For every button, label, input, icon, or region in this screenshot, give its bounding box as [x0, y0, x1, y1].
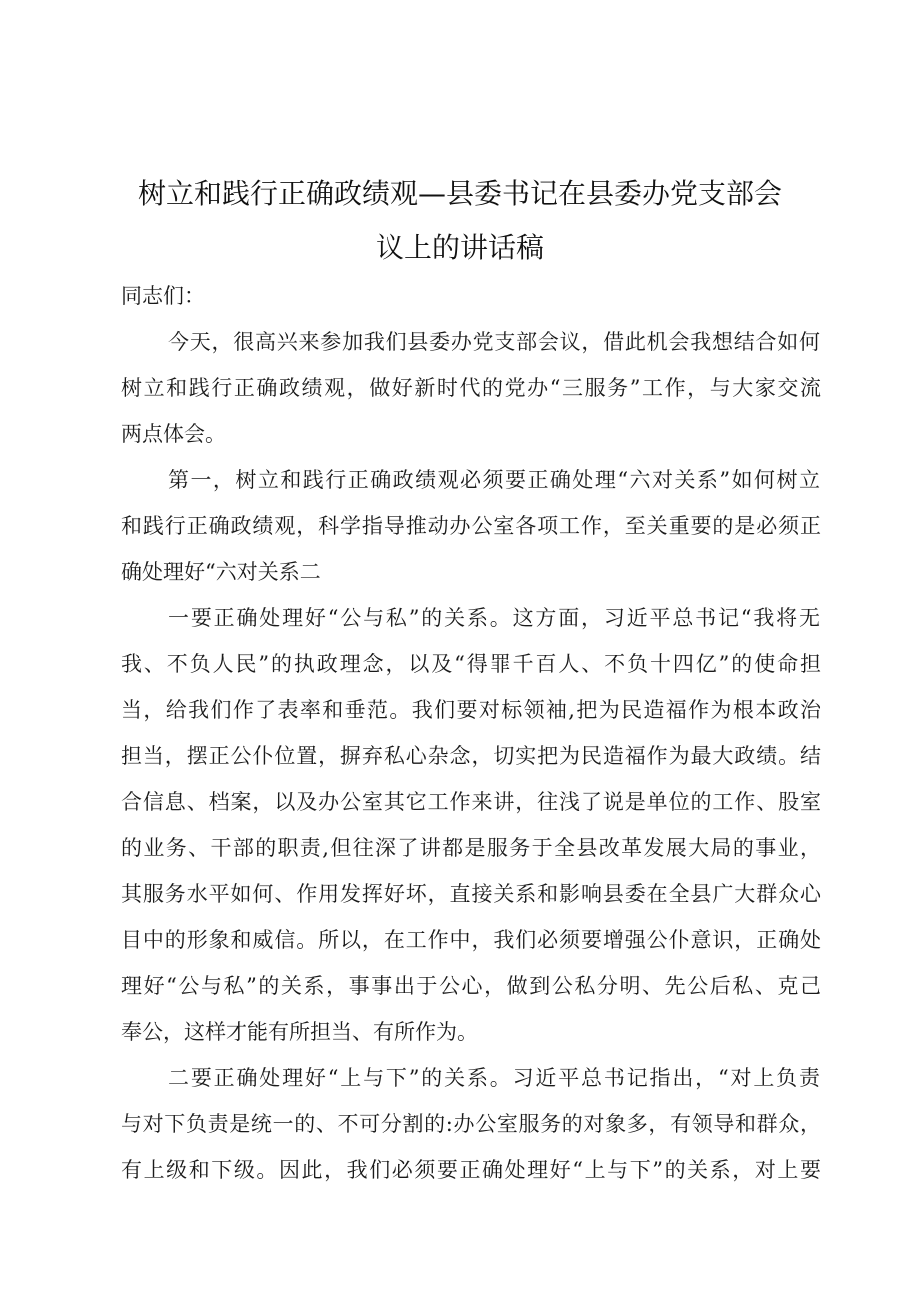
paragraph-line: 今天，很高兴来参加我们县委办党支部会议，借此机会我想结合如何	[168, 330, 820, 354]
document-title-line-2: 议上的讲话稿	[375, 231, 544, 264]
paragraph-line: 合信息、档案，以及办公室其它工作来讲，往浅了说是单位的工作、股室	[121, 790, 821, 814]
paragraph-line: 和践行正确政绩观，科学指导推动办公室各项工作，至关重要的是必须正	[121, 514, 821, 538]
paragraph-line: 当，给我们作了表率和垂范。我们要对标领袖,把为民造福作为根本政治	[121, 698, 821, 722]
salutation: 同志们：	[121, 284, 205, 308]
paragraph-line: 确处理好“六对关系二	[121, 560, 321, 584]
paragraph-line: 二要正确处理好“上与下”的关系。习近平总书记指出，“对上负责	[168, 1066, 820, 1090]
paragraph-line: 与对下负责是统一的、不可分割的:办公室服务的对象多，有领导和群众，	[121, 1112, 821, 1136]
document-title-line-1: 树立和践行正确政绩观—县委书记在县委办党支部会	[137, 177, 782, 210]
paragraph-line: 树立和践行正确政绩观，做好新时代的党办“三服务”工作，与大家交流	[121, 376, 821, 400]
paragraph-line: 担当，摆正公仆位置，摒弃私心杂念，切实把为民造福作为最大政绩。结	[121, 744, 821, 768]
paragraph-line: 两点体会。	[121, 422, 226, 446]
paragraph-line: 的业务、干部的职责,但往深了讲都是服务于全县改革发展大局的事业，	[121, 836, 821, 860]
paragraph-line: 目中的形象和威信。所以，在工作中，我们必须要增强公仆意识，正确处	[121, 928, 821, 952]
paragraph-line: 一要正确处理好“公与私”的关系。这方面，习近平总书记“我将无	[168, 606, 820, 630]
paragraph-line: 第一，树立和践行正确政绩观必须要正确处理“六对关系”如何树立	[168, 468, 820, 492]
paragraph-line: 奉公，这样才能有所担当、有所作为。	[121, 1020, 478, 1044]
paragraph-line: 理好“公与私”的关系，事事出于公心，做到公私分明、先公后私、克己	[121, 974, 821, 998]
paragraph-line: 其服务水平如何、作用发挥好坏，直接关系和影响县委在全县广大群众心	[121, 882, 821, 906]
paragraph-line: 我、不负人民”的执政理念，以及“得罪千百人、不负十四亿”的使命担	[121, 652, 821, 676]
paragraph-line: 有上级和下级。因此，我们必须要正确处理好“上与下”的关系，对上要	[121, 1158, 821, 1182]
